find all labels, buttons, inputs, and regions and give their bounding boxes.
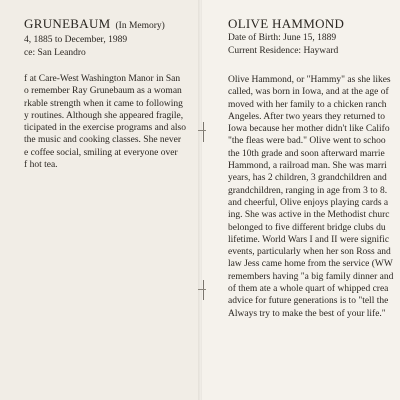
bio-line: o remember Ray Grunebaum as a woman bbox=[24, 86, 182, 97]
bio-line: moved with her family to a chicken ranch bbox=[228, 99, 387, 110]
bio-line: rkable strength when it came to following bbox=[24, 98, 183, 109]
right-profile-birth: Date of Birth: June 15, 1889 bbox=[228, 33, 337, 43]
bio-line: e coffee social, smiling at everyone over bbox=[24, 147, 178, 158]
bio-line: events, particularly when her son Ross and bbox=[228, 247, 391, 258]
bio-line: "the fleas were bad." Olive went to schoo bbox=[228, 136, 386, 147]
staple-bottom-cross bbox=[198, 289, 206, 290]
right-profile-name: OLIVE HAMMOND bbox=[228, 16, 345, 31]
bio-line: Angeles. After two years they returned to bbox=[228, 111, 385, 122]
staple-top-cross bbox=[198, 130, 206, 131]
bio-line: Olive Hammond, or "Hammy" as she likes bbox=[228, 75, 391, 85]
bio-line: y routines. Although she appeared fragile, bbox=[24, 110, 184, 121]
in-memory-note: (In Memory) bbox=[115, 21, 165, 31]
bio-line: the 10th grade and soon afterward marrie bbox=[228, 148, 385, 159]
bio-line: Hammond, a railroad man. She was marri bbox=[228, 161, 387, 172]
left-profile-bio bbox=[24, 73, 186, 171]
right-page bbox=[200, 0, 400, 400]
bio-line: belonged to five different bridge clubs du bbox=[228, 222, 386, 233]
bio-line: ticipated in the exercise programs and also bbox=[24, 123, 186, 134]
bio-line: Iowa because her mother didn't like Califo bbox=[228, 124, 390, 135]
left-name-text: GRUNEBAUM bbox=[24, 16, 111, 31]
bio-line: called, was born in Iowa, and at the age of bbox=[228, 87, 389, 98]
bio-line: the music and cooking classes. She never bbox=[24, 135, 182, 146]
staple-bottom bbox=[203, 280, 204, 300]
right-profile-bio bbox=[228, 74, 393, 320]
bio-line: lifetime. World Wars I and II were signific bbox=[228, 234, 390, 245]
bio-line: and cheerful, Olive enjoys playing cards a bbox=[228, 197, 389, 208]
right-profile bbox=[228, 16, 393, 320]
bio-line: Always try to make the best of your life." bbox=[228, 308, 386, 319]
left-profile-residence: ce: San Leandro bbox=[24, 47, 86, 58]
page-gutter bbox=[198, 0, 202, 400]
bio-line: ing. She was active in the Methodist churc bbox=[228, 210, 390, 221]
staple-top bbox=[203, 122, 204, 142]
left-profile-name bbox=[24, 16, 186, 34]
left-profile-dates: 4, 1885 to December, 1989 bbox=[24, 35, 128, 45]
bio-line: years, has 2 children, 3 grandchildren and bbox=[228, 173, 387, 184]
bio-line: remembers having "a big family dinner and bbox=[228, 271, 394, 282]
bio-line: advice for future generations is to "tell the bbox=[228, 296, 389, 307]
bio-line: grandchildren, ranging in age from 3 to 8. bbox=[228, 185, 388, 196]
bio-line: law Jess came home from the service (WW bbox=[228, 259, 393, 270]
left-profile bbox=[24, 16, 186, 171]
bio-line: of them ate a whole quart of whipped crea bbox=[228, 284, 389, 295]
right-profile-residence: Current Residence: Hayward bbox=[228, 45, 339, 56]
bio-line: f hot tea. bbox=[24, 160, 58, 171]
bio-line: f at Care-West Washington Manor in San bbox=[24, 74, 181, 84]
